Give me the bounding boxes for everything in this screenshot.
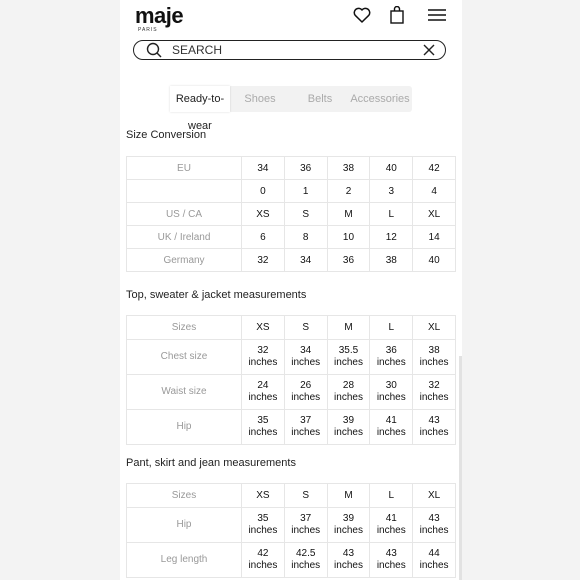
right-margin: [462, 0, 580, 580]
size-cell: 3: [370, 180, 413, 203]
size-cell: 36: [284, 157, 327, 180]
measurement-unit: inches: [334, 357, 363, 368]
measurement-unit: inches: [248, 560, 278, 571]
tops-measurements-table: [126, 315, 456, 445]
row-label: Hip: [127, 410, 242, 445]
measurement-cell: [413, 508, 456, 543]
tab-shoes[interactable]: Shoes: [244, 93, 276, 105]
measurement-value: 24: [257, 380, 269, 391]
measurement-value: 43: [428, 513, 440, 524]
size-cell: XL: [413, 484, 456, 508]
table-header-row: [127, 316, 456, 340]
measurement-unit: inches: [291, 357, 321, 368]
table-row: [127, 203, 456, 226]
measurement-value: 44: [428, 548, 440, 559]
measurement-value: 42: [257, 548, 269, 559]
table-row: [127, 375, 456, 410]
size-cell: 6: [242, 226, 285, 249]
size-conversion-title: Size Conversion: [126, 129, 207, 141]
measurement-unit: inches: [334, 560, 363, 571]
size-cell: 34: [242, 157, 285, 180]
row-label: Chest size: [127, 340, 242, 375]
row-label: UK / Ireland: [127, 226, 242, 249]
measurement-value: 26: [300, 380, 312, 391]
table-row: [127, 543, 456, 578]
measurement-unit: inches: [376, 560, 406, 571]
size-cell: 14: [413, 226, 456, 249]
table-row: [127, 508, 456, 543]
size-cell: XL: [413, 203, 456, 226]
table-row: [127, 180, 456, 203]
row-label: [127, 180, 242, 203]
tab-belts[interactable]: Belts: [307, 93, 333, 105]
measurement-cell: [370, 375, 413, 410]
measurement-value: 38: [428, 345, 440, 356]
measurement-value: 43: [428, 415, 440, 426]
category-tabs: [170, 86, 412, 132]
measurement-cell: [413, 543, 456, 578]
measurement-unit: inches: [291, 427, 321, 438]
measurement-unit: inches: [248, 392, 278, 403]
measurement-unit: inches: [291, 560, 321, 571]
measurement-value: 39: [342, 415, 355, 426]
size-cell: 2: [327, 180, 370, 203]
size-cell: L: [370, 484, 413, 508]
measurement-value: 32: [257, 345, 269, 356]
size-cell: 40: [413, 249, 456, 272]
measurement-cell: [284, 410, 327, 445]
row-label: Hip: [127, 508, 242, 543]
measurement-value: 35.5: [338, 345, 359, 356]
measurement-cell: [413, 410, 456, 445]
shopping-bag-icon[interactable]: [386, 4, 408, 26]
measurement-unit: inches: [419, 357, 449, 368]
measurement-value: 36: [385, 345, 397, 356]
row-label: US / CA: [127, 203, 242, 226]
brand-subtitle: PARIS: [138, 27, 158, 33]
measurement-unit: inches: [248, 427, 278, 438]
size-cell: 32: [242, 249, 285, 272]
measurement-cell: [242, 410, 285, 445]
size-cell: L: [370, 203, 413, 226]
size-cell: XS: [242, 484, 285, 508]
left-margin: [0, 0, 120, 580]
row-label: Leg length: [127, 543, 242, 578]
size-conversion-table: [126, 156, 456, 272]
measurement-cell: [242, 543, 285, 578]
measurement-cell: [327, 543, 370, 578]
measurement-unit: inches: [419, 392, 449, 403]
measurement-cell: [370, 410, 413, 445]
size-cell: XS: [242, 203, 285, 226]
size-cell: 12: [370, 226, 413, 249]
table-row: [127, 340, 456, 375]
tops-measurements-title: Top, sweater & jacket measurements: [126, 289, 307, 301]
measurement-cell: [413, 340, 456, 375]
pants-measurements-table: [126, 483, 456, 578]
search-icon[interactable]: [146, 42, 162, 63]
measurement-cell: [242, 375, 285, 410]
measurement-cell: [242, 340, 285, 375]
tab-ready-to-wear[interactable]: Ready-to- wear: [170, 86, 230, 112]
measurement-value: 41: [385, 415, 397, 426]
table-row: [127, 249, 456, 272]
menu-hamburger-icon[interactable]: [426, 4, 448, 26]
row-label: Sizes: [127, 484, 242, 508]
size-cell: S: [284, 203, 327, 226]
measurement-cell: [327, 508, 370, 543]
size-cell: 0: [242, 180, 285, 203]
measurement-unit: inches: [291, 525, 321, 536]
measurement-cell: [413, 375, 456, 410]
size-cell: 10: [327, 226, 370, 249]
size-cell: 38: [370, 249, 413, 272]
measurement-value: 35: [257, 415, 269, 426]
size-cell: 38: [327, 157, 370, 180]
tab-accessories[interactable]: Accessories: [350, 93, 410, 105]
measurement-cell: [284, 543, 327, 578]
measurement-value: 32: [428, 380, 440, 391]
size-cell: 8: [284, 226, 327, 249]
row-label: Sizes: [127, 316, 242, 340]
table-row: [127, 410, 456, 445]
size-cell: 36: [327, 249, 370, 272]
measurement-cell: [327, 410, 370, 445]
pants-measurements-title: Pant, skirt and jean measurements: [126, 457, 296, 469]
size-cell: S: [284, 484, 327, 508]
measurement-value: 37: [300, 415, 312, 426]
size-cell: L: [370, 316, 413, 340]
row-label: Germany: [127, 249, 242, 272]
measurement-cell: [284, 375, 327, 410]
measurement-unit: inches: [419, 525, 449, 536]
size-cell: 4: [413, 180, 456, 203]
size-cell: M: [327, 316, 370, 340]
measurement-value: 37: [300, 513, 312, 524]
measurement-unit: inches: [334, 392, 363, 403]
measurement-unit: inches: [248, 357, 278, 368]
measurement-unit: inches: [376, 392, 406, 403]
search-input[interactable]: [172, 43, 412, 57]
measurement-cell: [242, 508, 285, 543]
measurement-unit: inches: [334, 427, 363, 438]
row-label: Waist size: [127, 375, 242, 410]
size-cell: XS: [242, 316, 285, 340]
measurement-cell: [370, 340, 413, 375]
size-cell: 34: [284, 249, 327, 272]
size-cell: 42: [413, 157, 456, 180]
table-row: [127, 157, 456, 180]
size-guide-page: [120, 0, 462, 580]
row-label: EU: [127, 157, 242, 180]
wishlist-heart-icon[interactable]: [351, 4, 373, 26]
measurement-unit: inches: [376, 427, 406, 438]
measurement-unit: inches: [248, 525, 278, 536]
measurement-value: 43: [342, 548, 355, 559]
measurement-cell: [370, 508, 413, 543]
measurement-unit: inches: [291, 392, 321, 403]
measurement-value: 42.5: [295, 548, 316, 559]
measurement-value: 30: [385, 380, 397, 391]
measurement-value: 35: [257, 513, 269, 524]
scrollbar[interactable]: [459, 356, 462, 580]
brand-logo[interactable]: maje: [135, 3, 184, 28]
measurement-value: 28: [342, 380, 355, 391]
measurement-cell: [284, 508, 327, 543]
size-cell: 40: [370, 157, 413, 180]
measurement-cell: [327, 340, 370, 375]
measurement-unit: inches: [376, 357, 406, 368]
search-bar: [133, 40, 446, 60]
site-header: [120, 0, 462, 36]
size-cell: 1: [284, 180, 327, 203]
table-header-row: [127, 484, 456, 508]
measurement-cell: [284, 340, 327, 375]
measurement-value: 41: [385, 513, 397, 524]
measurement-cell: [327, 375, 370, 410]
measurement-unit: inches: [419, 560, 449, 571]
measurement-unit: inches: [334, 525, 363, 536]
measurement-value: 43: [385, 548, 397, 559]
measurement-cell: [370, 543, 413, 578]
size-cell: M: [327, 484, 370, 508]
table-row: [127, 226, 456, 249]
measurement-unit: inches: [419, 427, 449, 438]
close-icon[interactable]: [423, 43, 435, 61]
size-cell: M: [327, 203, 370, 226]
size-cell: S: [284, 316, 327, 340]
measurement-unit: inches: [376, 525, 406, 536]
size-cell: XL: [413, 316, 456, 340]
measurement-value: 34: [300, 345, 312, 356]
measurement-value: 39: [342, 513, 355, 524]
